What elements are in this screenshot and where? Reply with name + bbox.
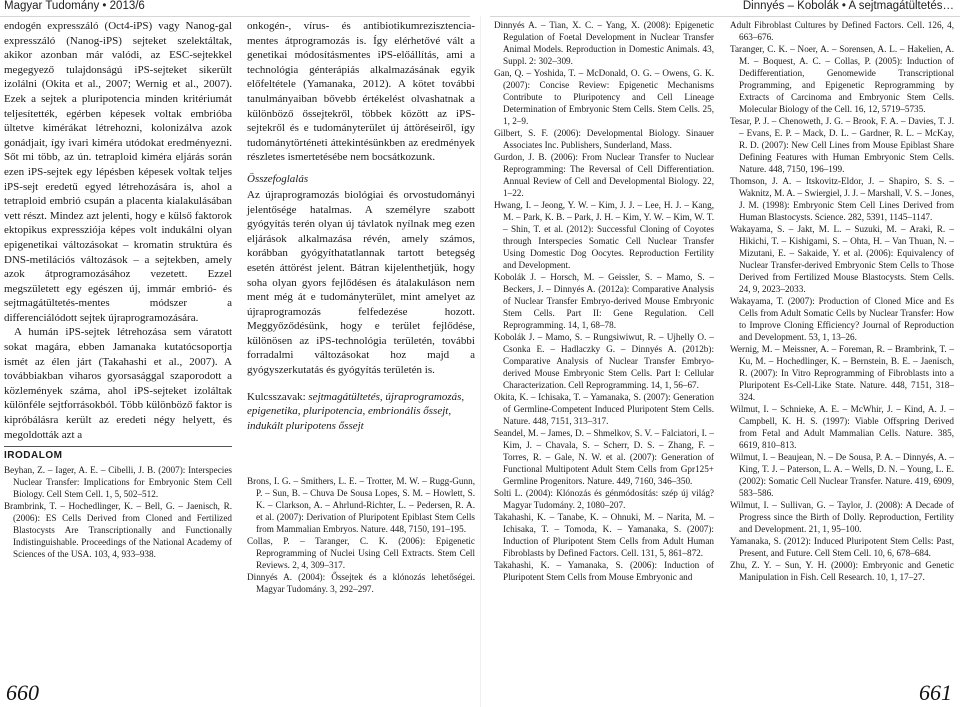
reference-item: Thomson, J. A. – Itskovitz-Eldor, J. – Shapiro, S. S. – Waknitz, M. A. – Swiergiel, J. J. – Marshall, V. S. – Jones, J. M. (1998): Embryonic Stem Cell Lines Derived from Human Blastocysts. Science. 282, 5391, 1145–1147. — [730, 176, 954, 222]
reference-list — [494, 19, 714, 583]
reference-item: Takahashi, K. – Tanabe, K. – Ohnuki, M. – Narita, M. – Ichisaka, T. – Tomoda, K. – Yamanaka, S. (2007): Induction of Pluripotent Stem Cells from Adult Human Fibroblasts by Defined Factors. Cell. 131, 5, 861–872. — [494, 512, 714, 558]
reference-item: Hwang, I. – Jeong, Y. W. – Kim, J. J. – Lee, H. J. – Kang, M. – Park, K. B. – Park, J. H. – Kim, Y. W. – Kim, W. T. – Shin, T. et al. (2012): Successful Cloning of Coyotes through Interspecies Somatic Cell Nuclear Transfer Using Domestic Dog Oocytes. Reproduction Fertility and Development. — [494, 200, 714, 270]
page-number-right: 661 — [919, 680, 952, 705]
column-1 — [4, 19, 232, 560]
reference-item: Gan, Q. – Yoshida, T. – McDonald, O. G. – Owens, G. K. (2007): Concise Review: Epigenetic Mechanisms Contribute to Pluripotency and Cell Lineage Determination of Embryonic Stem Cells. Stem Cells. 25, 1, 2–9. — [494, 68, 714, 126]
body-text-col1 — [4, 19, 232, 442]
paragraph: onkogén-, vírus- és antibiotikumrezisztencia-mentes átprogramozás is. Így elérhetővé vált a genetikai módosításmentes iPS-előállítás, ami a technológia génterápiás alkalmazásának egyik előfeltétele (Yamanaka, 2012). A kötet további tanulmányaiban bővebb értékelést olvashatnak a különböző őssejtekről, többek között az iPS-sejtekről és e tudományterület új áttöréseiről, így tudománytörténeti áttekintésünkben az eredmények részletes ismertetésébe nem bocsátkozunk. — [247, 20, 475, 164]
paragraph: Az újraprogramozás biológiai és orvostudományi jelentősége hatalmas. A személyre szabott gyógyítás terén olyan új távlatok nyílnak meg ezen eljárások alkalmazása révén, amely számos, korábban gyógyíthatatlannak tartott betegség esetén áttörést jelent. Bátran kijelenthetjük, hogy soha olyan gyors fejlődésen és átalakuláson nem ment még át e tudományterület, mint amelyet az újraprogramozás felfedezése hozott. Meggyőződésünk, hogy e terület fejlődése, különösen az iPS-technológia területén, további forradalmi változásokat hoz majd a gyógyszerkutatás és gyógyítás területén is. — [247, 188, 475, 377]
column-2 — [247, 19, 475, 595]
paragraph: endogén expresszáló (Oct4-iPS) vagy Nanog-gal expresszáló (Nanog-iPS) sejteket szelektáltak, akikor azonban már valódi, az ESC-sejtekkel megegyező tulajdonságú iPS-sejteket sikerült izolálni (Okita et al., 2007; Wernig et al., 2007). Ezek a sejtek a pluripotencia minden kritériumát teljesítették, egérben képesek voltak embrióba ültetve kimérákat létrehozni, kolonizálva azok gonádjait, így ivari kiméra utódokat eredményezni. Sőt mi több, az ún. tetraploid kiméra eljárás során ezen iPS-sejtek egy lépésben képesek voltak teljes iPS-sejt eredetű egyed létrehozására is, ahol a tetraploid embrió csupán a placenta kialakulásában vett részt. Mindez azt jelenti, hogy e külső faktorok ektopikus expressziója képes volt indukálni olyan epigenetikai változásokat – kromatin struktúra és DNS-metilációs változások – a sejtekben, amely azok átprogramozásához vezetett. Ezzel megszületett egy egészen új, immár embrió- és sejtmagátültetés-mentes módszer a differenciálódott sejtek újraprogramozására. — [4, 20, 232, 324]
reference-item: Wilmut, I. – Sullivan, G. – Taylor, J. (2008): A Decade of Progress since the Birth of Dolly. Reproduction, Fertility and Development. 21, 1, 95–100. — [730, 500, 954, 534]
reference-item: Zhu, Z. Y. – Sun, Y. H. (2000): Embryonic and Genetic Manipulation in Fish. Cell Research. 10, 1, 17–27. — [730, 560, 954, 582]
reference-item: Seandel, M. – James, D. – Shmelkov, S. V. – Falciatori, I. – Kim, J. – Chavala, S. – Scherr, D. S. – Zhang, F. – Torres, R. – Gale, N. W. et al. (2007): Generation of Functional Multipotent Adult Stem Cells from Gpr125+ Germline Progenitors. Nature. 449, 7160, 346–350. — [494, 428, 714, 486]
summary-text — [247, 188, 475, 378]
body-text-col2 — [247, 19, 475, 165]
reference-item: Solti L. (2004): Klónozás és génmódosítás: szép új világ? Magyar Tudomány. 2, 1080–207. — [494, 488, 714, 510]
reference-item: Okita, K. – Ichisaka, T. – Yamanaka, S. (2007): Generation of Germline-Competent Induced Pluripotent Stem Cells. Nature. 448, 7151, 313–317. — [494, 392, 714, 426]
reference-item: Takahashi, K. – Yamanaka, S. (2006): Induction of Pluripotent Stem Cells from Mouse Embryonic and — [494, 560, 714, 582]
section-title: Összefoglalás — [247, 172, 309, 185]
reference-item: Wakayama, S. – Jakt, M. L. – Suzuki, M. – Araki, R. – Hikichi, T. – Kishigami, S. – Ohta, H. – Van Thuan, N. – Mizutani, E. – Sakaide, Y. et al. (2006): Equivalency of Nuclear Transfer-derived Embryonic Stem Cells to Those Derived from Fertilized Mouse Blastocysts. Stem Cells. 24, 9, 2023–2033. — [730, 224, 954, 294]
reference-item: Gilbert, S. F. (2006): Developmental Biology. Sinauer Associates Inc. Publishers, Sunderland, Mass. — [494, 128, 714, 150]
reference-item: Taranger, C. K. – Noer, A. – Sorensen, A. L. – Hakelien, A. M. – Boquest, A. C. – Collas, P. (2005): Induction of Dedifferentiation, Genomewide Transcriptional Programming, and Epigenetic Reprogramming by Extracts of Carcinoma and Embryonic Stem Cells. Molecular Biology of the Cell. 16, 12, 5719–5735. — [730, 44, 954, 114]
reference-list — [247, 475, 475, 595]
reference-list — [4, 464, 232, 560]
column-3 — [494, 19, 714, 583]
reference-item: Brons, I. G. – Smithers, L. E. – Trotter, M. W. – Rugg-Gunn, P. – Sun, B. – Chuva De Sousa Lopes, S. M. – Howlett, S. K. – Clarkson, A. – Ahrlund-Richter, L. – Pedersen, R. A. et al. (2007): Derivation of Pluripotent Epiblast Stem Cells from Mammalian Embryos. Nature. 448, 7150, 191–195. — [247, 476, 475, 535]
reference-item: Dinnyés A. – Tian, X. C. – Yang, X. (2008): Epigenetic Regulation of Foetal Development in Nuclear Transfer Animal Models. Reproduction in Domestic Animals. 43, Suppl. 2: 302–309. — [494, 20, 714, 66]
reference-item: Collas, P. – Taranger, C. K. (2006): Epigenetic Reprogramming of Nuclei Using Cell Extracts. Stem Cell Reviews. 2, 4, 309–317. — [247, 536, 475, 571]
article-header: Dinnyés – Kobolák • A sejtmagátültetés… — [742, 0, 954, 12]
paragraph: A humán iPS-sejtek létrehozása sem váratott sokat magára, ebben Jamanaka kutatócsoportja ismét az élen járt (Takahashi et al., 2007). A továbbiakban viharos gyorsasággal szaporodott a közlemények száma, ahol iPS-sejteket izoláltak különféle sejtforrásokból. Több különböző faktor is kipróbálásra került az eredeti négy helyett, és megoldották azt a — [4, 326, 232, 441]
reference-item: Wernig, M. – Meissner, A. – Foreman, R. – Brambrink, T. – Ku, M. – Hochedlinger, K. – Bernstein, B. E. – Jaenisch, R. (2007): In Vitro Reprogramming of Fibroblasts into a Pluripotent Es-Cell-Like State. Nature. 448, 7151, 318–324. — [730, 344, 954, 402]
header-rule-left — [0, 16, 470, 17]
reference-item: Wakayama, T. (2007): Production of Cloned Mice and Es Cells from Adult Somatic Cells by Nuclear Transfer: How to Improve Cloning Efficiency? Journal of Reproduction and Development. 53, 1, 13–26. — [730, 296, 954, 342]
reference-list — [730, 19, 954, 583]
running-header — [0, 0, 960, 15]
journal-header: Magyar Tudomány • 2013/6 — [4, 0, 145, 12]
reference-item: Dinnyés A. (2004): Őssejtek és a klónozás lehetőségei. Magyar Tudomány. 3, 292–297. — [247, 572, 475, 595]
header-rule-right — [490, 16, 960, 17]
keywords — [247, 390, 475, 434]
keywords-label: Kulcsszavak: — [247, 390, 306, 403]
reference-item: Beyhan, Z. – Iager, A. E. – Cibelli, J. B. (2007): Interspecies Nuclear Transfer: Implications for Embryonic Stem Cell Biology. Cell Stem Cell. 1, 5, 502–512. — [4, 465, 232, 500]
reference-item: Gurdon, J. B. (2006): From Nuclear Transfer to Nuclear Reprogramming: The Reversal of Cell Differentiation. Annual Review of Cell and Developmental Biology. 22, 1–22. — [494, 152, 714, 198]
keywords-text: sejtmagátültetés, újraprogramozás, epigenetika, pluripotencia, embrionális őssejt, indukált pluripotens őssejt — [247, 390, 465, 432]
reference-item: Tesar, P. J. – Chenoweth, J. G. – Brook, F. A. – Davies, T. J. – Evans, E. P. – Mack, D. L. – Gardner, R. L. – McKay, R. D. (2007): New Cell Lines from Mouse Epiblast Share Defining Features with Human Embryonic Stem Cells. Nature. 448, 7150, 196–199. — [730, 116, 954, 174]
page-gutter — [480, 16, 481, 707]
reference-item: Yamanaka, S. (2012): Induced Pluripotent Stem Cells: Past, Present, and Future. Cell Stem Cell. 10, 6, 678–684. — [730, 536, 954, 558]
reference-item: Wilmut, I. – Schnieke, A. E. – McWhir, J. – Kind, A. J. – Campbell, K. H. S. (1997): Viable Offspring Derived from Fetal and Adult Mammalian Cells. Nature. 385, 6619, 810–813. — [730, 404, 954, 450]
reference-item: Brambrink, T. – Hochedlinger, K. – Bell, G. – Jaenisch, R. (2006): ES Cells Derived from Cloned and Fertilized Blastocysts Are Transcriptionally and Functionally Indistinguishable. Proceedings of the National Academy of Sciences of the USA. 103, 4, 933–938. — [4, 501, 232, 560]
reference-item: Wilmut, I. – Beaujean, N. – De Sousa, P. A. – Dinnyés, A. – King, T. J. – Paterson, L. A. – Wells, D. N. – Young, L. E. (2002): Somatic Cell Nuclear Transfer. Nature. 419, 6909, 583–586. — [730, 452, 954, 498]
reference-item: Adult Fibroblast Cultures by Defined Factors. Cell. 126, 4, 663–676. — [730, 20, 954, 42]
reference-item: Kobolák J. – Horsch, M. – Geissler, S. – Mamo, S. – Beckers, J. – Dinnyés A. (2012a): Comparative Analysis of Nuclear Transfer Embryo-derived Mouse Embryonic Stem Cells. Part II: Gene Regulation. Cell Reprogramming. 14, 1, 68–78. — [494, 272, 714, 330]
references-heading: IRODALOM — [4, 446, 232, 461]
page-number-left: 660 — [6, 680, 39, 705]
column-4 — [730, 19, 954, 583]
reference-item: Kobolák J. – Mamo, S. – Rungsiwiwut, R. – Ujhelly O. – Csonka E. – Hadlaczky G. – Dinnyés A. (2012b): Comparative Analysis of Nuclear Transfer Embryo-derived Mouse Embryonic Stem Cells. Part I: Cellular Characterization. Cell Reprogramming. 14, 1, 56–67. — [494, 332, 714, 390]
